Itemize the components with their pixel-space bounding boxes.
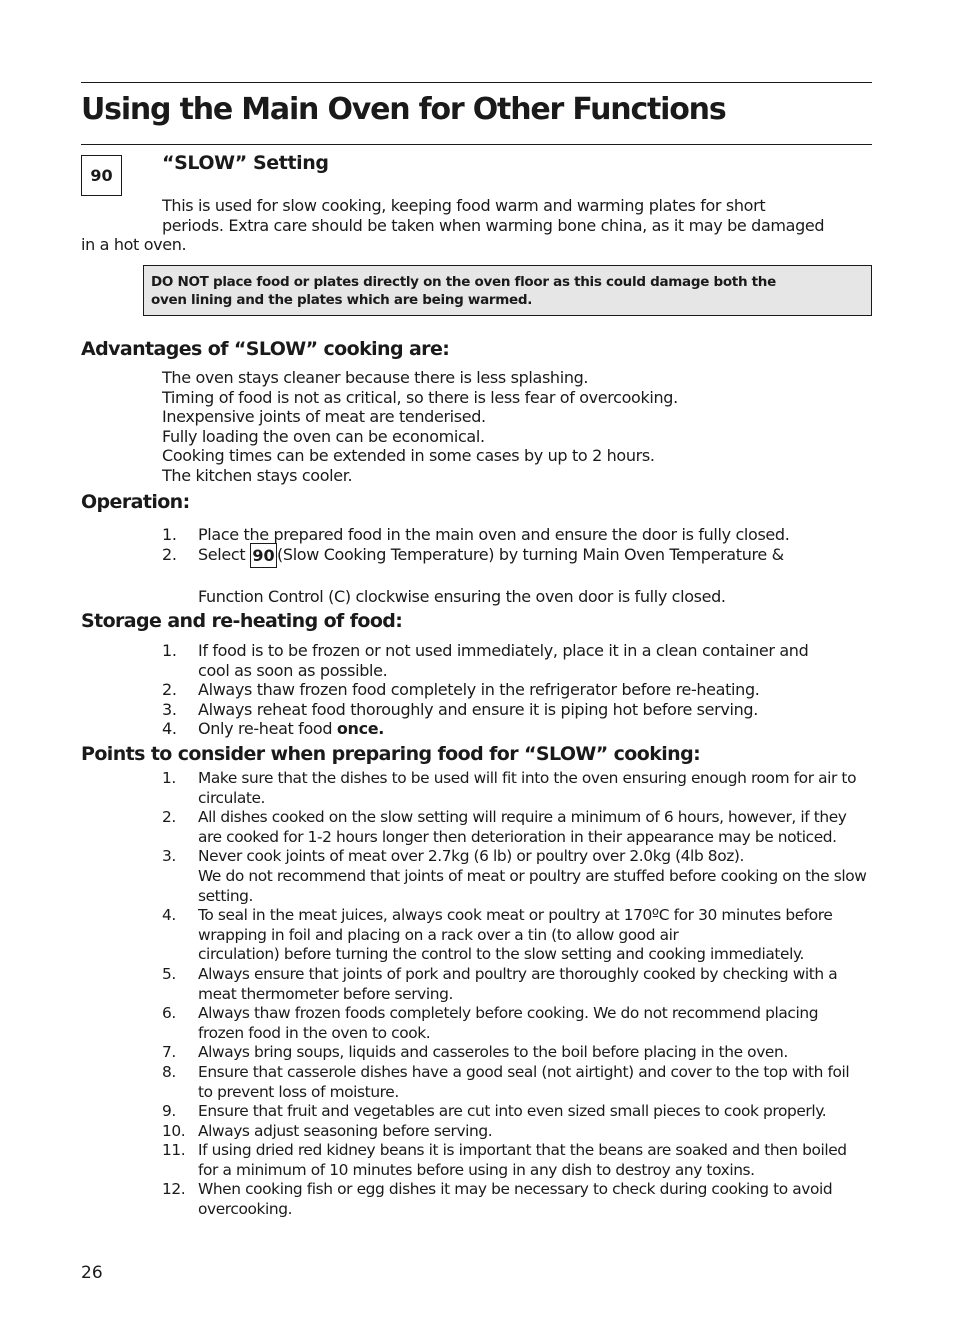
intro-line-3: in a hot oven.	[81, 235, 187, 255]
list-item: 8. Ensure that casserole dishes have a good seal (not airtight) and cover to the top with foil to prevent loss of moisture.	[162, 1062, 850, 1101]
list-item: The kitchen stays cooler.	[162, 465, 353, 485]
list-item: 5. Always ensure that joints of pork and poultry are thoroughly cooked by checking with a meat thermometer before serving.	[162, 964, 838, 1003]
advantages-list	[162, 368, 678, 486]
item-text: Place the prepared food in the main oven and ensure the door is fully closed.	[198, 525, 790, 544]
page-number: 26	[81, 1263, 103, 1283]
advantages-heading: Advantages of “SLOW” cooking are:	[81, 338, 450, 360]
warning-line-2: oven lining and the plates which are being warmed.	[151, 291, 533, 308]
points-list	[162, 769, 868, 1220]
points-heading: Points to consider when preparing food for “SLOW” cooking:	[81, 743, 701, 765]
item-text-line-2: Function Control (C) clockwise ensuring the oven door is fully closed.	[198, 586, 726, 606]
storage-heading: Storage and re-heating of food:	[81, 610, 403, 632]
list-item: 4. Only re-heat food once.	[162, 719, 384, 739]
intro-line-1: This is used for slow cooking, keeping food warm and warming plates for short	[162, 196, 766, 215]
page-title: Using the Main Oven for Other Functions	[81, 92, 726, 127]
item-number: 1.	[162, 525, 177, 544]
item-text-suffix: (Slow Cooking Temperature) by turning Main Oven Temperature &	[277, 544, 784, 564]
list-item: 7. Always bring soups, liquids and casseroles to the boil before placing in the oven.	[162, 1043, 788, 1062]
slow-temperature-symbol: 90	[250, 543, 277, 568]
list-item: The oven stays cleaner because there is less splashing.	[162, 368, 589, 387]
title-rule	[81, 144, 872, 145]
slow-setting-heading: “SLOW” Setting	[162, 152, 329, 174]
slow-setting-symbol: 90	[81, 155, 122, 196]
operation-heading: Operation:	[81, 491, 190, 513]
list-item: 1. If food is to be frozen or not used immediately, place it in a clean container and cool as soon as possible.	[162, 641, 809, 680]
storage-list	[162, 641, 812, 739]
item-text: Only re-heat food	[198, 719, 337, 739]
operation-list	[162, 525, 868, 606]
list-item: 2. Always thaw frozen food completely in the refrigerator before re-heating.	[162, 680, 760, 700]
list-item: 3. Always reheat food thoroughly and ensure it is piping hot before serving.	[162, 699, 758, 719]
list-item: 6. Always thaw frozen foods completely before cooking. We do not recommend placing frozen food in the oven to cook.	[162, 1004, 819, 1042]
list-item: Inexpensive joints of meat are tenderised.	[162, 407, 486, 427]
item-text-bold: once.	[336, 719, 384, 739]
list-item: Fully loading the oven can be economical.	[162, 426, 485, 446]
list-item	[162, 545, 868, 607]
list-item: 1. Make sure that the dishes to be used will fit into the oven ensuring enough room for air to circulate.	[162, 769, 857, 807]
top-rule	[81, 82, 872, 83]
intro-line-2: periods. Extra care should be taken when warming bone china, as it may be damaged	[162, 215, 825, 235]
list-item: Cooking times can be extended in some cases by up to 2 hours.	[162, 446, 655, 466]
list-item: 10. Always adjust seasoning before serving.	[162, 1121, 493, 1140]
list-item: 2. All dishes cooked on the slow setting will require a minimum of 6 hours, however, if they are cooked for 1-2 hours longer then deterioration in their appearance may be noticed.	[162, 808, 847, 846]
list-item: 4. To seal in the meat juices, always cook meat or poultry at 170ºC for 30 minutes before wrapping in foil and placing on a rack over a tin (to allow good air circulation) before turning the control to the slow setting and cooking immediately.	[162, 906, 833, 964]
list-item: 12. When cooking fish or egg dishes it may be necessary to check during cooking to avoid overcooking.	[162, 1180, 833, 1219]
warning-line-1: DO NOT place food or plates directly on the oven floor as this could damage both the	[151, 274, 776, 290]
list-item: 3. Never cook joints of meat over 2.7kg (6 lb) or poultry over 2.0kg (4lb 8oz). We do not recommend that joints of meat or poultry are stuffed before cooking on the slow setting.	[162, 847, 867, 905]
list-item: 11. If using dried red kidney beans it is important that the beans are soaked and then boiled for a minimum of 10 minutes before using in any dish to destroy any toxins.	[162, 1141, 847, 1179]
item-number: 2.	[162, 544, 177, 564]
warning-box	[143, 265, 872, 316]
item-text-prefix: Select	[198, 544, 246, 564]
list-item: 9. Ensure that fruit and vegetables are cut into even sized small pieces to cook properly.	[162, 1102, 827, 1121]
slow-setting-intro	[81, 196, 871, 255]
list-item: Timing of food is not as critical, so there is less fear of overcooking.	[162, 387, 678, 407]
